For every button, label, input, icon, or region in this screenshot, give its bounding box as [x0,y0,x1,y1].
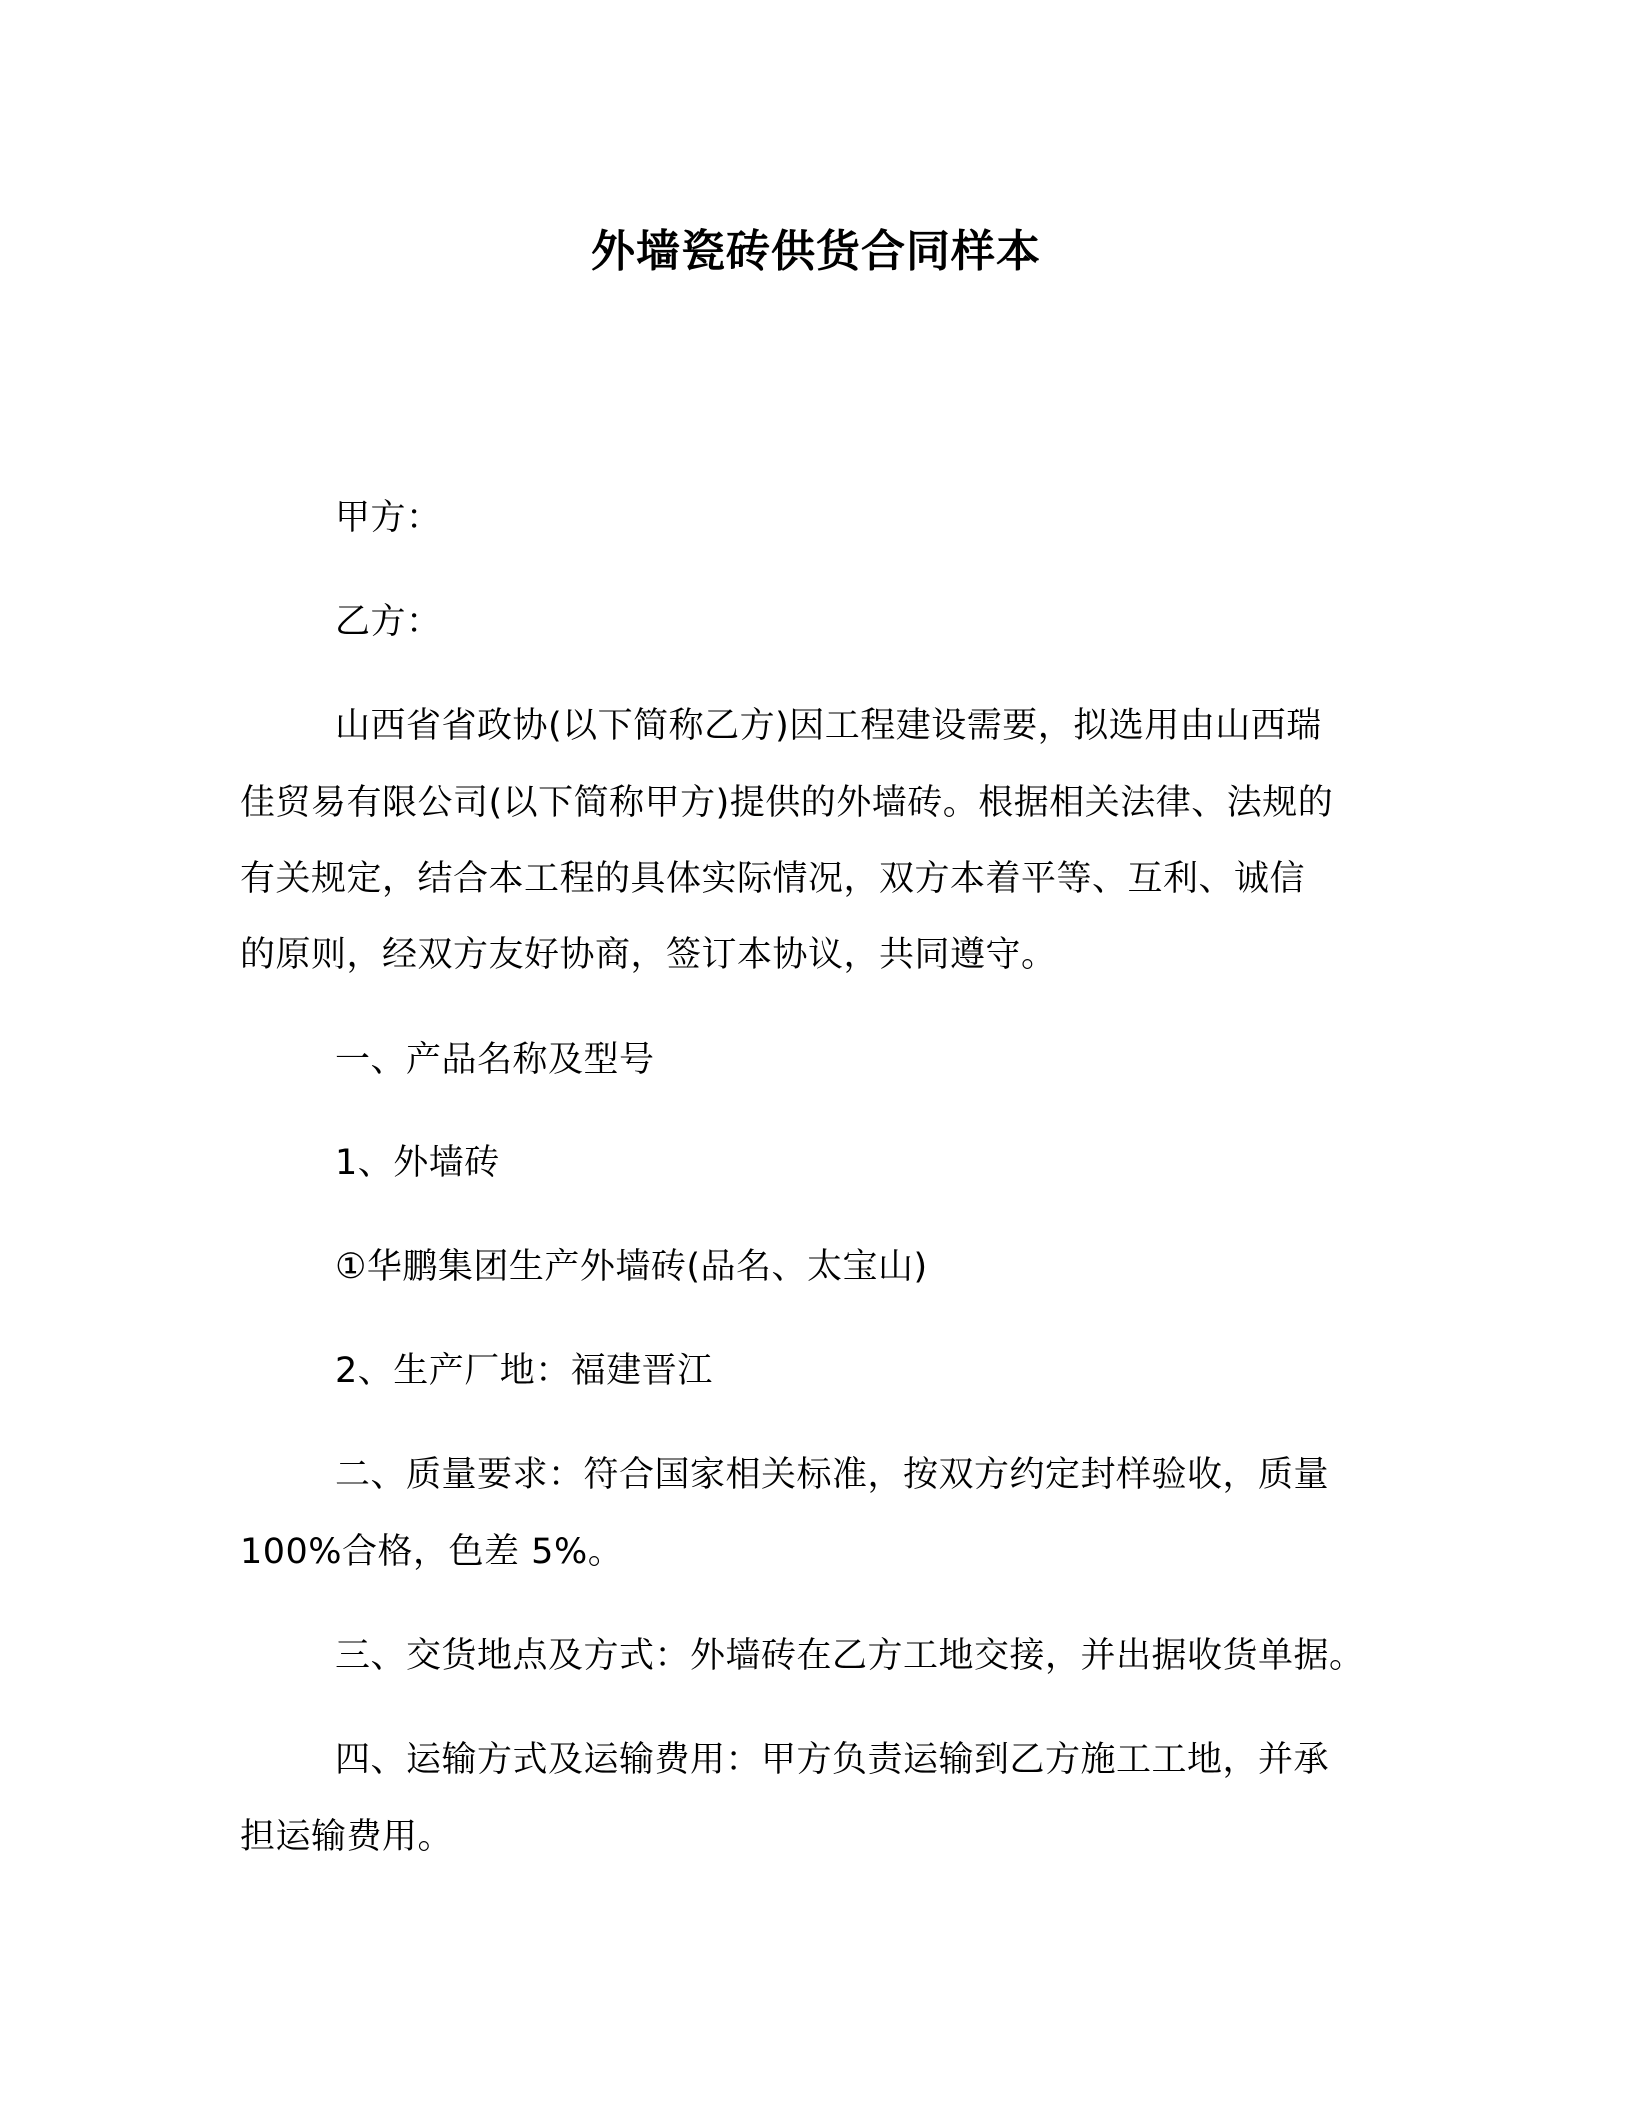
intro-line-4: 的原则，经双方友好协商，签订本协议，共同遵守。 [240,935,1057,975]
section-1-item-2: 2、生产厂地：福建晋江 [335,1351,713,1391]
document-title: 外墙瓷砖供货合同样本 [591,226,1041,277]
section-1-item-1: 1、外墙砖 [335,1143,500,1183]
section-1-item-1-sub: ①华鹏集团生产外墙砖(品名、太宝山) [335,1247,928,1287]
section-2-line-2: 100%合格，色差 5%。 [240,1532,624,1572]
section-2-line-1: 二、质量要求：符合国家相关标准，按双方约定封样验收，质量 [335,1455,1330,1495]
party-a-label: 甲方： [335,498,442,538]
party-b-label: 乙方： [335,602,442,642]
intro-line-1: 山西省省政协(以下简称乙方)因工程建设需要，拟选用由山西瑞 [335,706,1322,746]
intro-line-2: 佳贸易有限公司(以下简称甲方)提供的外墙砖。根据相关法律、法规的 [240,783,1334,823]
section-4-line-2: 担运输费用。 [240,1817,454,1857]
section-3-line-1: 三、交货地点及方式：外墙砖在乙方工地交接，并出据收货单据。 [335,1636,1365,1676]
section-1-heading: 一、产品名称及型号 [335,1040,655,1080]
section-4-line-1: 四、运输方式及运输费用：甲方负责运输到乙方施工工地，并承 [335,1740,1330,1780]
intro-line-3: 有关规定，结合本工程的具体实际情况，双方本着平等、互利、诚信 [240,859,1306,899]
